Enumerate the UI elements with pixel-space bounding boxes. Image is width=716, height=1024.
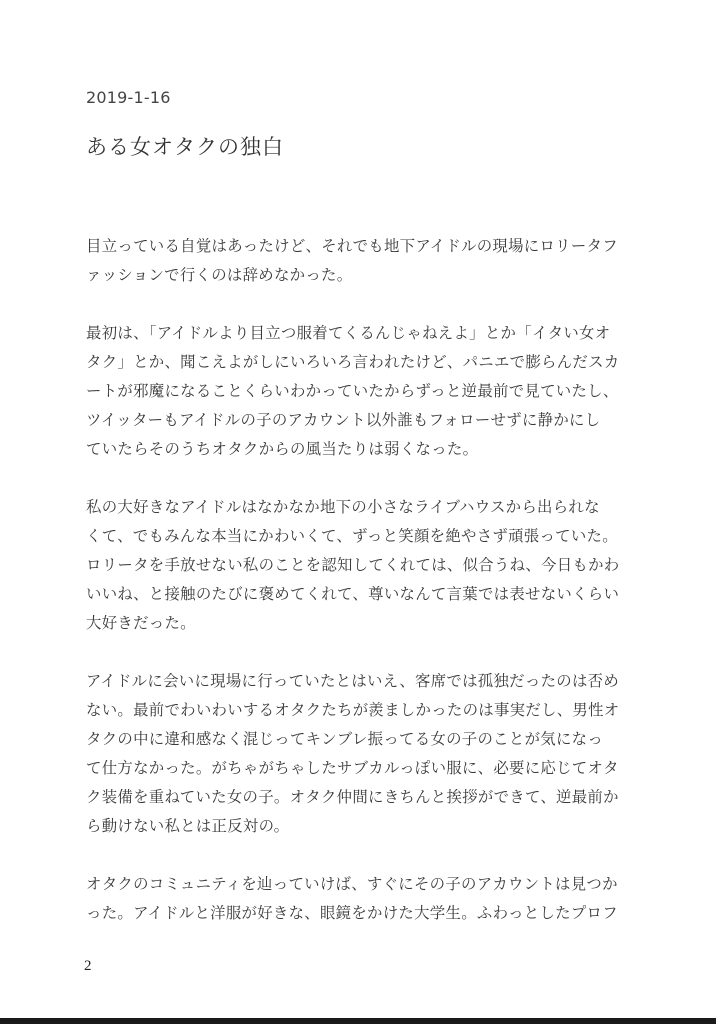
text-line: アイドルに会いに現場に行っていたとはいえ、客席では孤独だったのは否め [86, 672, 620, 690]
text-line: った。アイドルと洋服が好きな、眼鏡をかけた大学生。ふわっとしたプロフ [86, 904, 618, 922]
text-line: ートが邪魔になることくらいわかっていたからずっと逆最前で見ていたし、 [86, 382, 619, 400]
paragraph [86, 493, 636, 638]
text-line: 私の大好きなアイドルはなかなか地下の小さなライブハウスから出られな [86, 498, 600, 516]
bottom-edge-bar [0, 1018, 716, 1024]
text-line: タクの中に違和感なく混じってキンブレ振ってる女の子のことが気になっ [86, 730, 604, 748]
text-line: ない。最前でわいわいするオタクたちが羨ましかったのは事実だし、男性オ [86, 701, 620, 719]
text-line: タク」とか、聞こえよがしにいろいろ言われたけど、パニエで膨らんだスカ [86, 353, 620, 371]
text-line: ら動けない私とは正反対の。 [86, 817, 290, 835]
paragraph [86, 232, 636, 290]
post-date: 2019-1-16 [86, 88, 171, 107]
paragraph [86, 667, 636, 841]
text-line: ツイッターもアイドルの子のアカウント以外誰もフォローせずに静かにし [86, 411, 601, 429]
text-line: オタクのコミュニティを辿っていけば、すぐにその子のアカウントは見つか [86, 875, 618, 893]
text-line: ァッションで行くのは辞めなかった。 [86, 266, 353, 284]
page-number: 2 [84, 958, 92, 974]
text-line: 最初は、「アイドルより目立つ服着てくるんじゃねえよ」とか「イタい女オ [86, 324, 611, 342]
page-title: ある女オタクの独白 [86, 135, 284, 159]
text-line: て仕方なかった。がちゃがちゃしたサブカルっぽい服に、必要に応じてオタ [86, 759, 619, 777]
paragraph [86, 870, 636, 928]
text-line: 大好きだった。 [86, 614, 196, 632]
text-line: ク装備を重ねていた女の子。オタク仲間にきちんと挨拶ができて、逆最前か [86, 788, 619, 806]
text-line: いいね、と接触のたびに褒めてくれて、尊いなんて言葉では表せないくらい [86, 585, 620, 603]
text-line: ロリータを手放せない私のことを認知してくれては、似合うね、今日もかわ [86, 556, 620, 574]
text-line: 目立っている自覚はあったけど、それでも地下アイドルの現場にロリータフ [86, 237, 618, 255]
paragraph [86, 319, 636, 464]
text-line: くて、でもみんな本当にかわいくて、ずっと笑顔を絶やさず頑張っていた。 [86, 527, 618, 545]
body-text [86, 232, 636, 957]
text-line: ていたらそのうちオタクからの風当たりは弱くなった。 [86, 440, 479, 458]
